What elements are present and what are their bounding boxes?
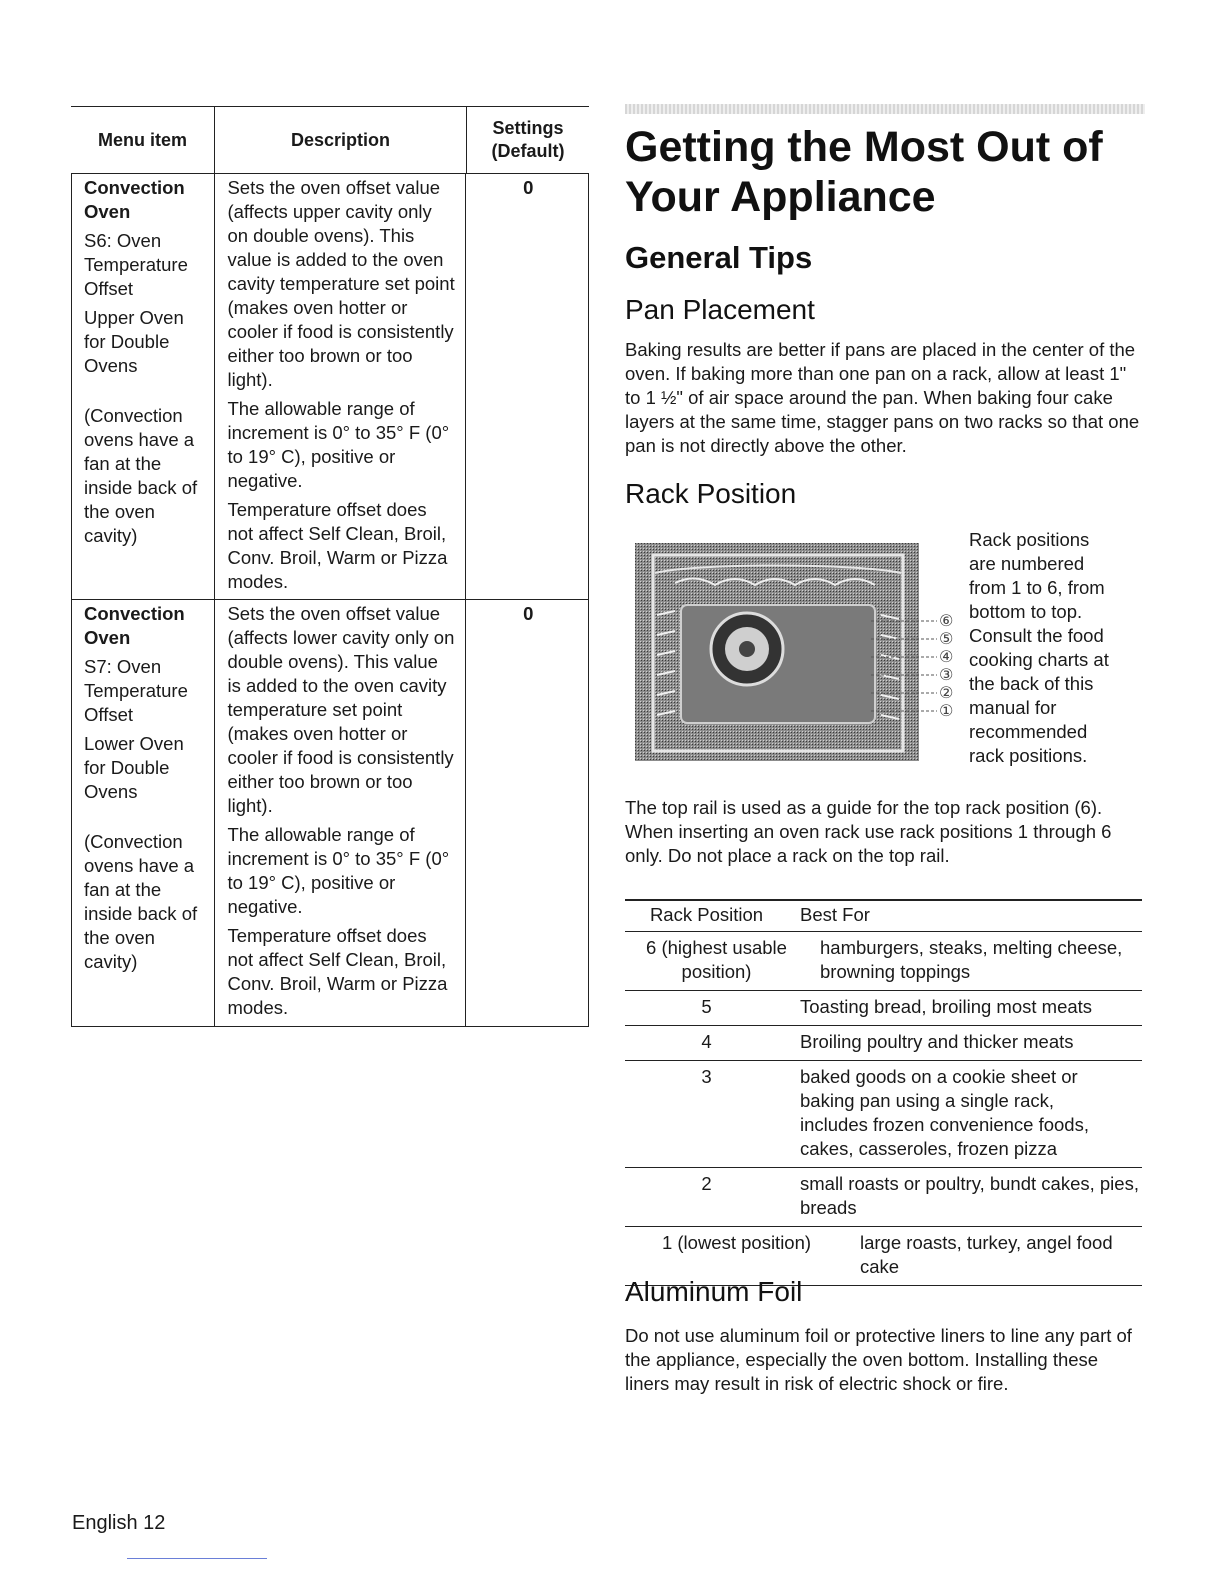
description-range: The allowable range of increment is 0° to 35° F (0° to 19° C), positive or negative. — [227, 398, 450, 491]
settings-table-header — [71, 106, 589, 173]
rack-position-table — [625, 899, 1142, 1286]
settings-table — [71, 106, 589, 1027]
best-for-cell: hamburgers, steaks, melting cheese, browning toppings — [820, 937, 1123, 982]
rack-label-6: ⑥ — [939, 611, 954, 630]
best-for-cell: Toasting bread, broiling most meats — [800, 996, 1093, 1017]
rack-table-header — [625, 899, 1142, 931]
menu-cell — [72, 174, 215, 599]
rack-position-cell: 4 — [701, 1031, 712, 1052]
best-for-cell: Broiling poultry and thicker meats — [800, 1031, 1074, 1052]
header-description: Description — [215, 107, 467, 173]
table-row — [71, 173, 589, 600]
menu-note: (Convection ovens have a fan at the inside back of the oven cavity) — [84, 405, 198, 546]
description-text: Sets the oven offset value (affects lower cavity only on double ovens). This value is added to the oven cavity temperature set point (makes oven hotter or cooler if food is consistently either too brown or too light). — [227, 603, 455, 816]
description-note: Temperature offset does not affect Self Clean, Broil, Conv. Broil, Warm or Pizza modes. — [227, 925, 448, 1018]
table-row — [625, 931, 1142, 990]
header-rack-position: Rack Position — [649, 904, 764, 925]
subheading-pan-placement: Pan Placement — [625, 294, 815, 325]
header-best-for: Best For — [800, 904, 870, 925]
rack-position-cell: 5 — [701, 996, 712, 1017]
header-settings: Settings (Default) — [491, 118, 565, 161]
default-value: 0 — [523, 603, 534, 624]
best-for-cell: small roasts or poultry, bundt cakes, pies, breads — [800, 1173, 1139, 1218]
description-range: The allowable range of increment is 0° to 35° F (0° to 19° C), positive or negative. — [227, 824, 450, 917]
subheading-rack-position: Rack Position — [625, 478, 797, 509]
section-heading: General Tips — [625, 240, 813, 275]
description-note: Temperature offset does not affect Self Clean, Broil, Conv. Broil, Warm or Pizza modes. — [227, 499, 448, 592]
table-row — [71, 600, 589, 1027]
description-cell — [215, 174, 466, 599]
page-title: Getting the Most Out of Your Appliance — [625, 123, 1103, 221]
pan-placement-text: Baking results are better if pans are placed in the center of the oven. If baking more than one pan on a rack, allow at least 1" to 1 ½" of air space around the pan. When baking four cake layers at the same time, stagger pans on two racks so that one pan is not directly above the other. — [625, 339, 1140, 456]
oven-rack-illustration — [635, 543, 965, 761]
table-row — [625, 1060, 1142, 1167]
section-divider — [625, 104, 1145, 114]
description-cell — [215, 600, 466, 1026]
description-text: Sets the oven offset value (affects upper cavity only on double ovens). This value is added to the oven cavity temperature set point (makes oven hotter or cooler if food is consistently either too brown or too light). — [227, 177, 455, 390]
rack-position-cell: 1 (lowest position) — [661, 1232, 812, 1253]
default-value: 0 — [523, 177, 534, 198]
table-row — [625, 990, 1142, 1025]
rack-label-4: ④ — [939, 647, 954, 666]
fan-center — [739, 641, 755, 657]
rack-label-2: ② — [939, 683, 954, 702]
subheading-aluminum-foil: Aluminum Foil — [625, 1276, 803, 1307]
menu-note: (Convection ovens have a fan at the inside back of the oven cavity) — [84, 831, 198, 972]
header-menu-item: Menu item — [71, 107, 215, 173]
rack-position-cell: 6 (highest usable position) — [646, 937, 787, 982]
menu-title: Convection Oven — [84, 603, 185, 648]
menu-code: S6: Oven Temperature Offset — [84, 230, 188, 299]
table-row — [625, 1167, 1142, 1226]
rack-position-caption: Rack positions are numbered from 1 to 6, from bottom to top. Consult the food cooking charts at the back of this manual for recommended rack positions. — [969, 529, 1109, 766]
right-column — [625, 104, 1145, 510]
footer-rule — [127, 1558, 267, 1559]
best-for-cell: baked goods on a cookie sheet or baking pan using a single rack, includes frozen convenience foods, cakes, casseroles, frozen pizza — [800, 1066, 1089, 1159]
rack-label-1: ① — [939, 701, 954, 720]
menu-title: Convection Oven — [84, 177, 185, 222]
rack-position-cell: 2 — [701, 1173, 712, 1194]
aluminum-foil-text: Do not use aluminum foil or protective liners to line any part of the appliance, especially the oven bottom. Installing these liners may result in risk of electric shock or fire. — [625, 1325, 1132, 1394]
rack-position-cell: 3 — [701, 1066, 712, 1087]
menu-scope: Upper Oven for Double Ovens — [84, 307, 184, 376]
best-for-cell: large roasts, turkey, angel food cake — [860, 1232, 1113, 1277]
menu-code: S7: Oven Temperature Offset — [84, 656, 188, 725]
rack-label-5: ⑤ — [939, 629, 954, 648]
menu-cell — [72, 600, 215, 1026]
page-number: English 12 — [72, 1512, 166, 1534]
top-rail-text: The top rail is used as a guide for the top rack position (6). When inserting an oven rack use rack positions 1 through 6 only. Do not place a rack on the top rail. — [625, 797, 1112, 866]
menu-scope: Lower Oven for Double Ovens — [84, 733, 184, 802]
rack-label-3: ③ — [939, 665, 954, 684]
table-row — [625, 1025, 1142, 1060]
